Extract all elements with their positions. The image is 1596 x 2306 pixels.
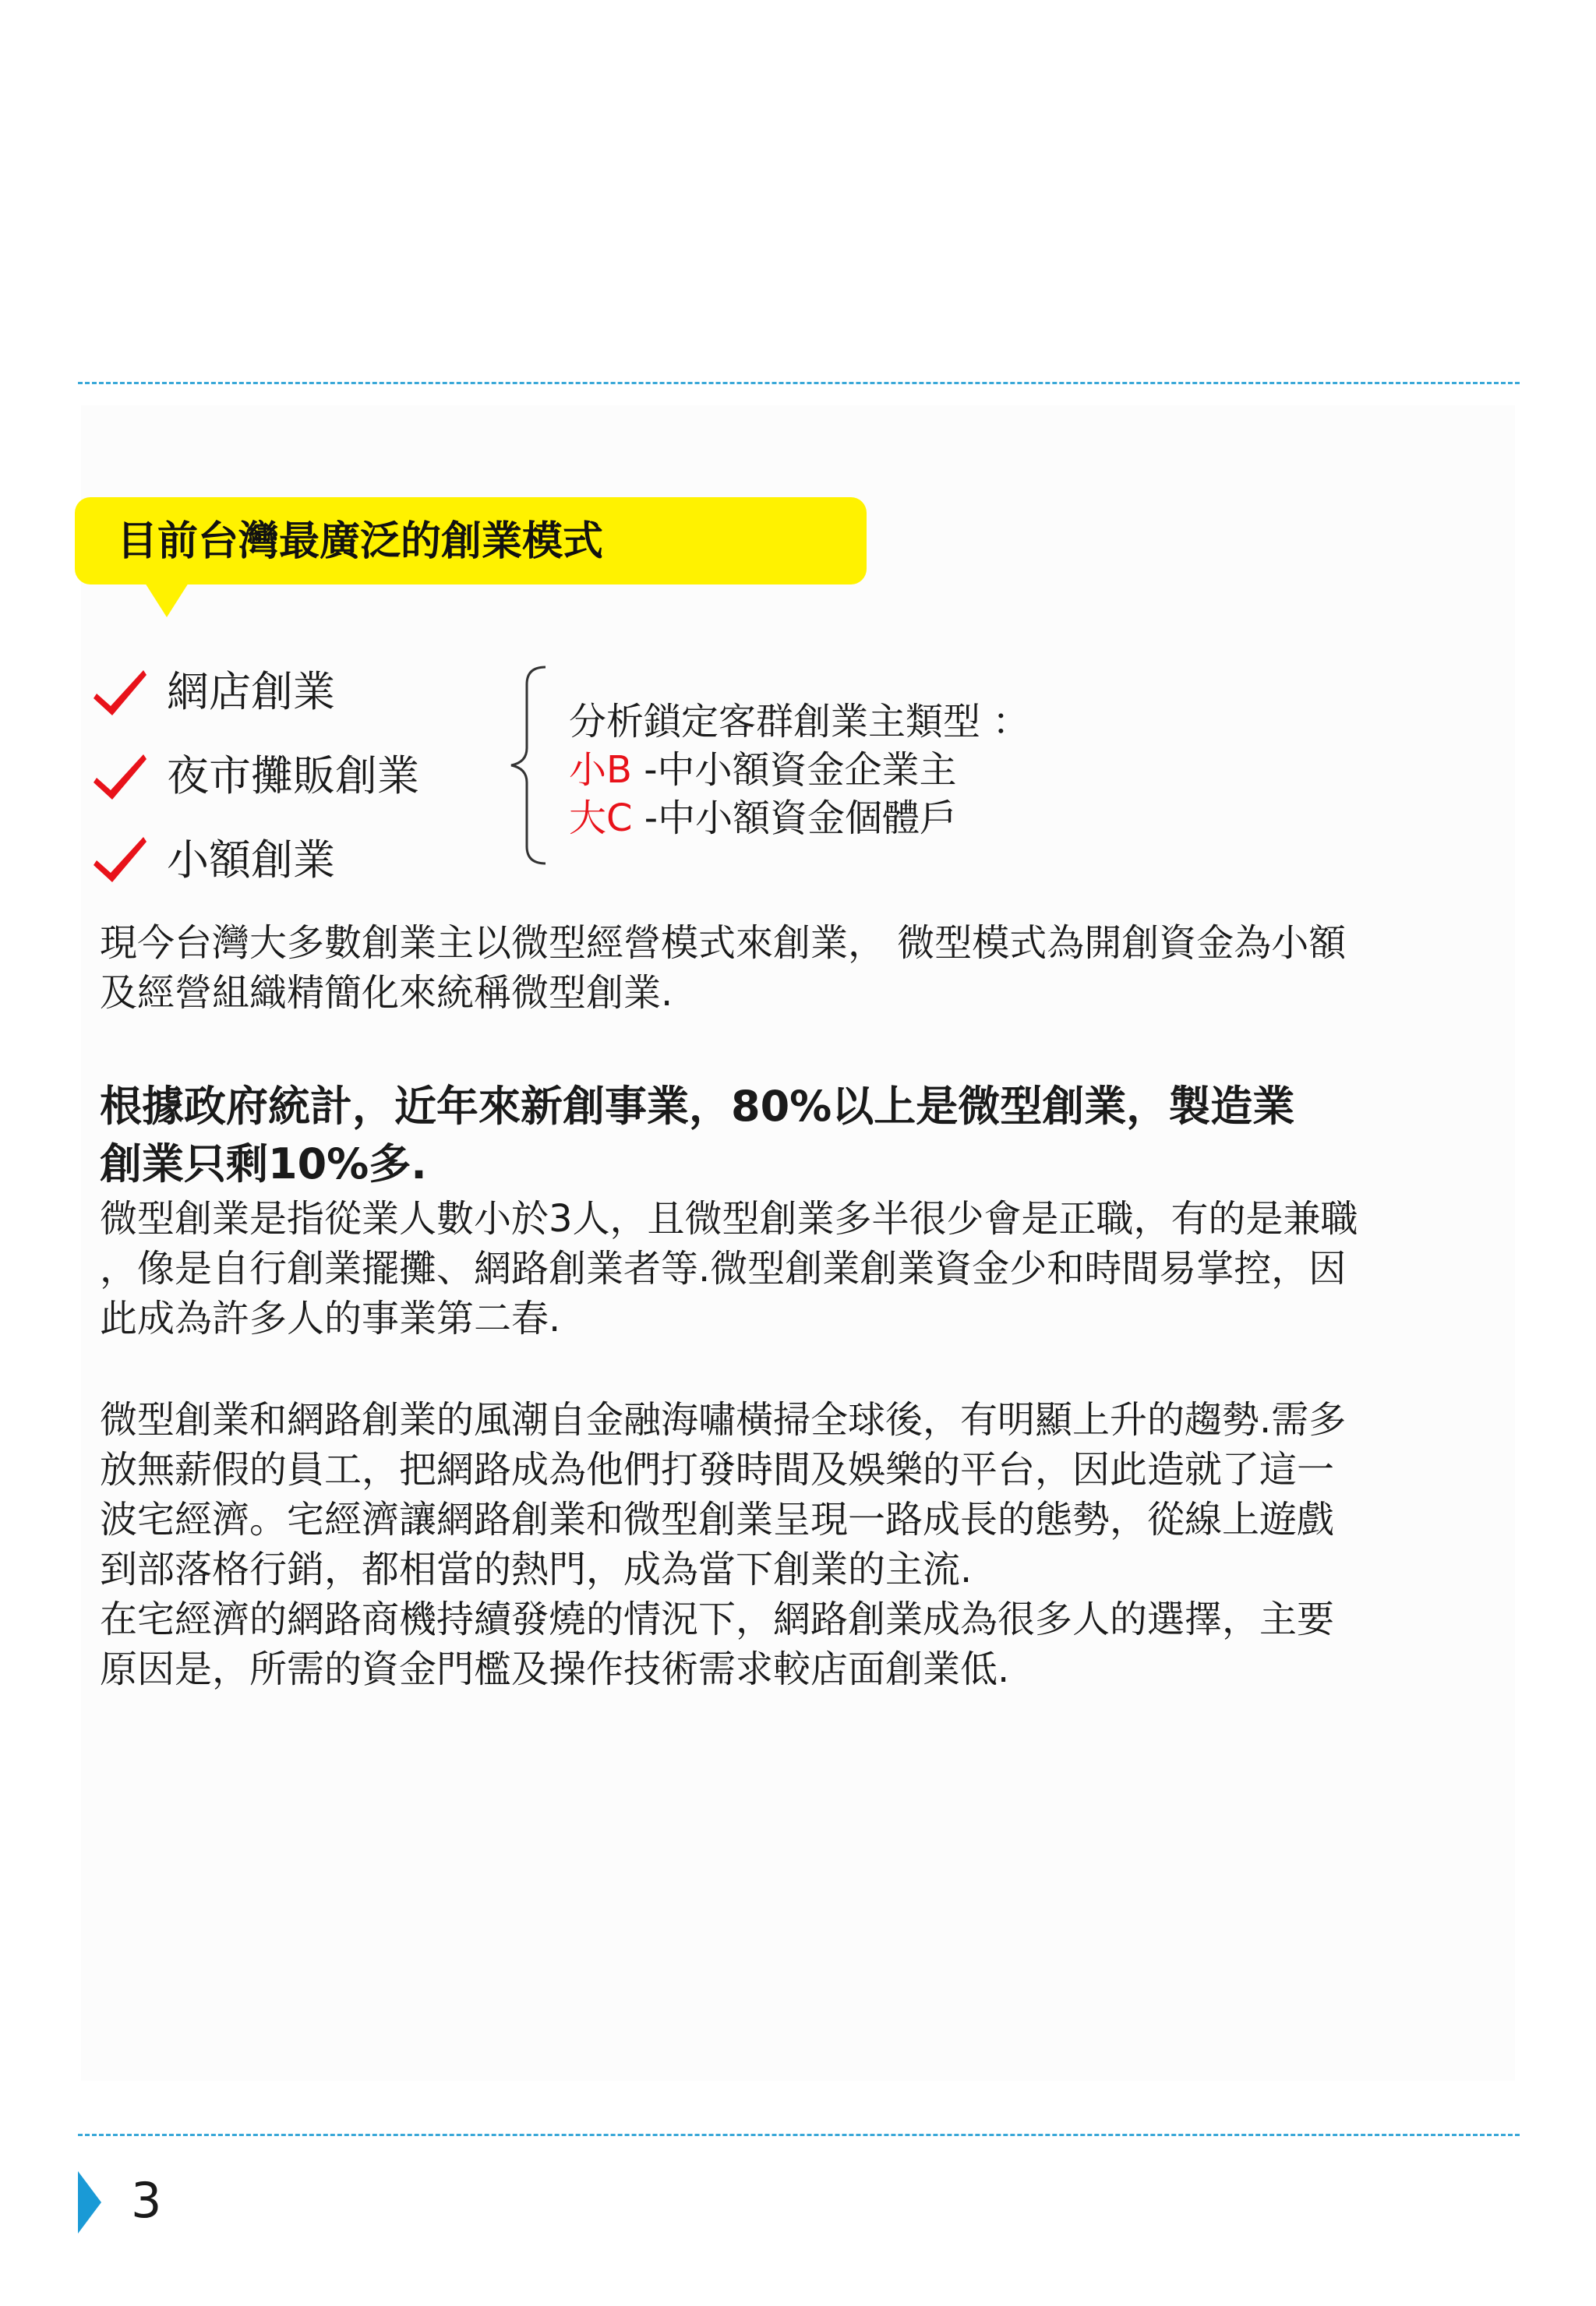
bullet-small-capital: 小額創業 bbox=[167, 835, 335, 885]
analysis-row-big-c: 大C -中小額資金個體戶 bbox=[569, 796, 958, 840]
definition-line: ，像是自行創業擺攤、網路創業者等.微型創業創業資金少和時間易掌控，因 bbox=[100, 1247, 1347, 1291]
section-title: 目前台灣最廣泛的創業模式 bbox=[117, 518, 604, 565]
trend-line: 微型創業和網路創業的風潮自金融海嘯橫掃全球後，有明顯上升的趨勢.需多 bbox=[100, 1398, 1347, 1442]
top-divider bbox=[78, 382, 1520, 384]
callout-tail bbox=[145, 583, 189, 617]
brace-icon bbox=[507, 664, 553, 867]
analysis-row-small-b: 小B -中小額資金企業主 bbox=[569, 748, 957, 792]
trend-line: 放無薪假的員工，把網路成為他們打發時間及娛樂的平台，因此造就了這一 bbox=[100, 1448, 1335, 1492]
trend-line: 到部落格行銷，都相當的熱門，成為當下創業的主流. bbox=[100, 1548, 973, 1591]
bullet-online-store: 網店創業 bbox=[167, 667, 335, 716]
checkmark-icon bbox=[92, 747, 148, 803]
bullet-night-market: 夜市攤販創業 bbox=[167, 751, 419, 800]
stat-headline: 創業只剩10%多. bbox=[100, 1139, 427, 1188]
definition-line: 微型創業是指從業人數小於3人，且微型創業多半很少會是正職，有的是兼職 bbox=[100, 1197, 1358, 1241]
checkmark-icon bbox=[92, 829, 148, 885]
stat-headline: 根據政府統計，近年來新創事業，80%以上是微型創業，製造業 bbox=[100, 1082, 1295, 1131]
checkmark-icon bbox=[92, 662, 148, 719]
bottom-divider bbox=[78, 2134, 1520, 2136]
trend-line: 在宅經濟的網路商機持續發燒的情況下，網路創業成為很多人的選擇，主要 bbox=[100, 1598, 1335, 1641]
page-number: 3 bbox=[131, 2172, 162, 2229]
page-marker-icon bbox=[78, 2171, 101, 2234]
analysis-title: 分析鎖定客群創業主類型 ： bbox=[569, 700, 1030, 743]
intro-line: 現今台灣大多數創業主以微型經營模式來創業， 微型模式為開創資金為小額 bbox=[100, 921, 1347, 965]
definition-line: 此成為許多人的事業第二春. bbox=[100, 1297, 561, 1340]
trend-line: 原因是，所需的資金門檻及操作技術需求較店面創業低. bbox=[100, 1647, 1010, 1691]
tag-small-b: 小B bbox=[569, 748, 632, 792]
intro-line: 及經營組織精簡化來統稱微型創業. bbox=[100, 971, 673, 1015]
tag-big-c: 大C bbox=[569, 796, 633, 840]
trend-line: 波宅經濟。宅經濟讓網路創業和微型創業呈現一路成長的態勢，從線上遊戲 bbox=[100, 1498, 1335, 1541]
